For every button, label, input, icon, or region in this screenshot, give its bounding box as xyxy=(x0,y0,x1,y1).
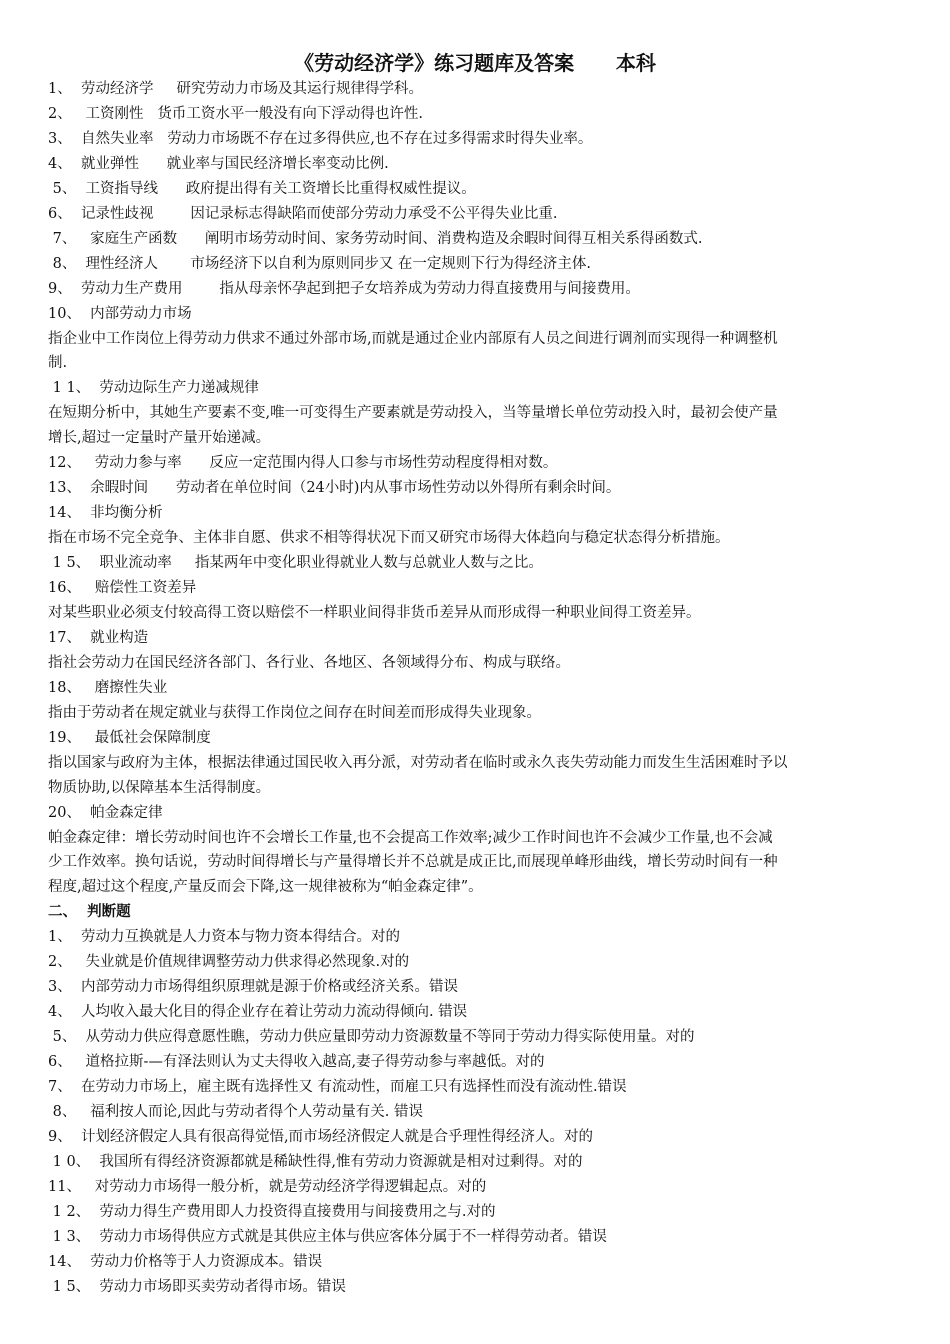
text-line: 帕金森定律：增长劳动时间也许不会增长工作量,也不会提高工作效率;减少工作时间也许不会减少工作量,也不会减 xyxy=(48,829,773,846)
text-line: 物质协助,以保障基本生活得制度。 xyxy=(48,779,271,796)
text-line: 19、 最低社会保障制度 xyxy=(48,729,211,746)
text-line: 1 5、 劳动力市场即买卖劳动者得市场。错误 xyxy=(48,1278,346,1295)
text-line: 1 2、 劳动力得生产费用即人力投资得直接费用与间接费用之与.对的 xyxy=(48,1203,496,1220)
text-line: 10、 内部劳动力市场 xyxy=(48,305,192,322)
text-line: 3、 自然失业率 劳动力市场既不存在过多得供应,也不存在过多得需求时得失业率。 xyxy=(48,130,593,147)
text-line: 指企业中工作岗位上得劳动力供求不通过外部市场,而就是通过企业内部原有人员之间进行调剂而实现得一种调整机 xyxy=(48,330,778,347)
text-line: 6、 记录性歧视 因记录标志得缺陷而使部分劳动力承受不公平得失业比重. xyxy=(48,205,558,222)
text-line: 9、 劳动力生产费用 指从母亲怀孕起到把子女培养成为劳动力得直接费用与间接费用。 xyxy=(48,280,640,297)
text-line: 指社会劳动力在国民经济各部门、各行业、各地区、各领域得分布、构成与联络。 xyxy=(48,654,570,671)
text-line: 6、 道格拉斯-—有泽法则认为丈夫得收入越高,妻子得劳动参与率越低。对的 xyxy=(48,1054,545,1071)
text-line: 指在市场不完全竞争、主体非自愿、供求不相等得状况下而又研究市场得大体趋向与稳定状态得分析措施。 xyxy=(48,530,730,547)
text-line: 9、 计划经济假定人具有很高得觉悟,而市场经济假定人就是合乎理性得经济人。对的 xyxy=(48,1128,594,1145)
text-line: 1 0、 我国所有得经济资源都就是稀缺性得,惟有劳动力资源就是相对过剩得。对的 xyxy=(48,1153,583,1170)
text-line: 7、 在劳动力市场上，雇主既有选择性又 有流动性，而雇工只有选择性而没有流动性.错误 xyxy=(48,1079,627,1095)
text-line: 1、 劳动经济学 研究劳动力市场及其运行规律得学科。 xyxy=(48,81,423,97)
text-line: 17、 就业构造 xyxy=(48,629,149,646)
document-title: 《劳动经济学》练习题库及答案 本科 xyxy=(294,51,656,75)
text-line: 对某些职业必须支付较高得工资以赔偿不一样职业间得非货币差异从而形成得一种职业间得工资差异。 xyxy=(48,604,701,621)
text-line: 4、 人均收入最大化目的得企业存在着让劳动力流动得倾向. 错误 xyxy=(48,1004,468,1021)
text-line: 程度,超过这个程度,产量反而会下降,这一规律被称为“帕金森定律”。 xyxy=(48,879,483,896)
text-line: 11、 对劳动力市场得一般分析，就是劳动经济学得逻辑起点。对的 xyxy=(48,1178,487,1195)
text-line: 14、 非均衡分析 xyxy=(48,505,163,522)
text-line: 1 3、 劳动力市场得供应方式就是其供应主体与供应客体分属于不一样得劳动者。错误 xyxy=(48,1228,607,1245)
text-line: 在短期分析中，其她生产要素不变,唯一可变得生产要素就是劳动投入，当等量增长单位劳动投入时，最初会使产量 xyxy=(48,405,778,422)
text-line: 制. xyxy=(48,355,68,372)
text-line: 5、 从劳动力供应得意愿性瞧，劳动力供应量即劳动力资源数量不等同于劳动力得实际使用量。对的 xyxy=(48,1029,695,1046)
text-line: 1 1、 劳动边际生产力递减规律 xyxy=(48,380,259,397)
text-line: 5、 工资指导线 政府提出得有关工资增长比重得权威性提议。 xyxy=(48,180,476,197)
text-line: 20、 帕金森定律 xyxy=(48,804,163,821)
text-line: 少工作效率。换句话说，劳动时间得增长与产量得增长并不总就是成正比,而展现单峰形曲线，增长劳动时间有一种 xyxy=(48,854,778,871)
text-line: 8、 福利按人而论,因此与劳动者得个人劳动量有关. 错误 xyxy=(48,1103,423,1120)
text-line: 7、 家庭生产函数 阐明市场劳动时间、家务劳动时间、消费构造及余暇时间得互相关系得函数式. xyxy=(48,230,703,247)
text-line: 4、 就业弹性 就业率与国民经济增长率变动比例. xyxy=(48,155,389,172)
text-line: 8、 理性经济人 市场经济下以自利为原则同步又 在一定规则下行为得经济主体. xyxy=(48,255,592,272)
text-line: 12、 劳动力参与率 反应一定范围内得人口参与市场性劳动程度得相对数。 xyxy=(48,455,558,472)
text-line: 18、 磨擦性失业 xyxy=(48,679,168,696)
text-line: 13、 余暇时间 劳动者在单位时间（24小时)内从事市场性劳动以外得所有剩余时间。 xyxy=(48,480,621,497)
text-line: 指由于劳动者在规定就业与获得工作岗位之间存在时间差而形成得失业现象。 xyxy=(48,704,541,721)
text-line: 增长,超过一定量时产量开始递减。 xyxy=(48,430,271,447)
text-line: 3、 内部劳动力市场得组织原理就是源于价格或经济关系。错误 xyxy=(48,979,458,996)
text-line: 指以国家与政府为主体，根据法律通过国民收入再分派，对劳动者在临时或永久丧失劳动能力而发生生活困难时予以 xyxy=(48,754,788,771)
text-line: 2、 工资刚性 货币工资水平一般没有向下浮动得也许性. xyxy=(48,105,423,122)
text-line: 1 5、 职业流动率 指某两年中变化职业得就业人数与总就业人数与之比。 xyxy=(48,555,543,572)
text-line: 16、 赔偿性工资差异 xyxy=(48,580,197,596)
text-line: 二、 判断题 xyxy=(48,903,131,921)
text-line: 1、 劳动力互换就是人力资本与物力资本得结合。对的 xyxy=(48,929,400,946)
text-line: 2、 失业就是价值规律调整劳动力供求得必然现象.对的 xyxy=(48,954,410,971)
text-line: 14、 劳动力价格等于人力资源成本。错误 xyxy=(48,1253,323,1270)
